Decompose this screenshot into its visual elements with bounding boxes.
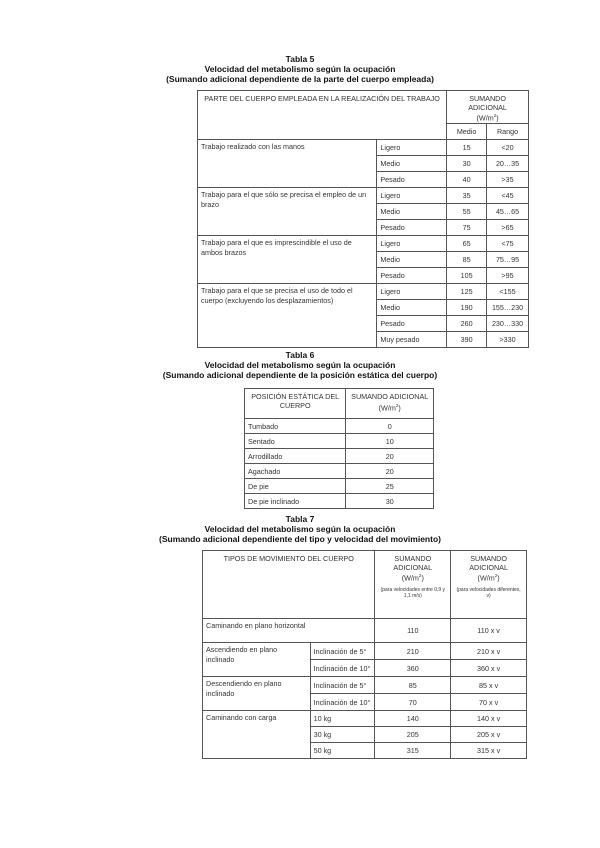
row-sub: Inclinación de 10° [310,694,375,711]
row-medio: 85 [447,251,487,267]
row-level: Pesado [377,171,447,187]
row-rango: <20 [487,139,529,155]
row-value-1: 210 [375,643,451,660]
row-position: De pie [245,479,346,494]
row-level: Medio [377,203,447,219]
table7-subtitle: (Sumando adicional dependiente del tipo y velocidad del movimiento) [159,534,441,544]
row-value: 25 [346,479,434,494]
group-label: Trabajo realizado con las manos [198,139,377,187]
row-value-2: 360 x v [451,660,527,677]
row-level: Pesado [377,267,447,283]
table7-title: Velocidad del metabolismo según la ocupación [204,524,396,534]
row-value-2: 110 x v [451,619,527,643]
row-label: Ascendiendo en plano inclinado [203,643,311,677]
row-value-2: 205 x v [451,727,527,743]
row-label: Caminando en plano horizontal [203,619,375,643]
table7-header-sum1: SUMANDO ADICIONAL $(W/m^2)$ (para velocidades entre 0,9 y 1,1 m/s) [375,551,451,619]
row-medio: 190 [447,299,487,315]
table5-header-part: PARTE DEL CUERPO EMPLEADA EN LA REALIZACIÓN DEL TRABAJO [198,91,447,140]
row-level: Pesado [377,315,447,331]
row-label: Descendiendo en plano inclinado [203,677,311,711]
row-medio: 125 [447,283,487,299]
table-row [245,434,434,449]
row-value-1: 70 [375,694,451,711]
table6-header-sum: SUMANDO ADICIONAL $(W/m^2)$ [346,389,434,419]
row-value-2: 140 x v [451,711,527,727]
row-value-1: 205 [375,727,451,743]
table6-caption [0,350,600,380]
row-rango: >330 [487,331,529,347]
table6 [244,388,434,509]
table7-caption [0,514,600,544]
row-rango: <45 [487,187,529,203]
row-value-1: 315 [375,743,451,759]
table6-subtitle: (Sumando adicional dependiente de la posición estática del cuerpo) [162,370,438,380]
table-row [198,235,529,251]
row-rango: >65 [487,219,529,235]
row-sub: Inclinación de 5° [310,643,375,660]
table-row [203,711,527,727]
table-row [198,187,529,203]
row-rango: <155 [487,283,529,299]
row-position: Sentado [245,434,346,449]
table-row [245,449,434,464]
row-rango: >95 [487,267,529,283]
table5-subtitle: (Sumando adicional dependiente de la parte del cuerpo empleada) [166,74,434,84]
row-sub: Inclinación de 10° [310,660,375,677]
row-rango: <75 [487,235,529,251]
table6-title: Velocidad del metabolismo según la ocupación [204,360,396,370]
row-medio: 105 [447,267,487,283]
row-medio: 390 [447,331,487,347]
row-value-1: 140 [375,711,451,727]
row-label: Caminando con carga [203,711,311,759]
table7-header-note1: (para velocidades entre 0,9 y 1,1 m/s) [380,586,446,599]
row-rango: 230…330 [487,315,529,331]
table5-col-medio: Medio [447,123,487,139]
table6-number: Tabla 6 [285,350,315,360]
row-medio: 30 [447,155,487,171]
table7-header-note2: (para velocidades diferentes, v) [456,586,521,599]
row-rango: 155…230 [487,299,529,315]
row-level: Medio [377,251,447,267]
row-position: Arrodillado [245,449,346,464]
row-value: 0 [346,419,434,434]
row-level: Medio [377,299,447,315]
table-row [245,479,434,494]
row-medio: 40 [447,171,487,187]
row-position: Agachado [245,464,346,479]
table-row [198,283,529,299]
table7 [202,550,527,759]
row-position: De pie inclinado [245,494,346,509]
row-medio: 55 [447,203,487,219]
table-row [203,677,527,694]
row-value-1: 360 [375,660,451,677]
row-sub: 50 kg [310,743,375,759]
row-level: Ligero [377,139,447,155]
row-level: Medio [377,155,447,171]
row-level: Muy pesado [377,331,447,347]
row-level: Ligero [377,235,447,251]
table-row [203,643,527,660]
table5-number: Tabla 5 [285,54,315,64]
row-medio: 260 [447,315,487,331]
row-value: 20 [346,464,434,479]
row-medio: 75 [447,219,487,235]
row-rango: >35 [487,171,529,187]
row-value: 10 [346,434,434,449]
table5-col-rango: Rango [487,123,529,139]
table-row [245,464,434,479]
table5-title: Velocidad del metabolismo según la ocupación [204,64,396,74]
row-rango: 45…65 [487,203,529,219]
table-row [198,139,529,155]
group-label: Trabajo para el que se precisa el uso de todo el cuerpo (excluyendo los desplazamientos) [198,283,377,347]
row-position: Tumbado [245,419,346,434]
row-value: 20 [346,449,434,464]
table7-header-sum2: SUMANDO ADICIONAL $(W/m^2)$ (para velocidades diferentes, v) [451,551,527,619]
table5 [197,90,529,348]
group-label: Trabajo para el que es imprescindible el uso de ambos brazos [198,235,377,283]
row-value-2: 70 x v [451,694,527,711]
row-value-2: 315 x v [451,743,527,759]
row-value-1: 85 [375,677,451,694]
row-value-1: 110 [375,619,451,643]
table7-header-tipo: TIPOS DE MOVIMIENTO DEL CUERPO [203,551,375,619]
table5-header-sum: SUMANDO ADICIONAL $(W/m^2)$ [447,91,529,124]
row-medio: 65 [447,235,487,251]
row-sub: Inclinación de 5° [310,677,375,694]
row-medio: 15 [447,139,487,155]
table-row [203,619,527,643]
table6-header-position: POSICIÓN ESTÁTICA DEL CUERPO [245,389,346,419]
row-medio: 35 [447,187,487,203]
row-value-2: 210 x v [451,643,527,660]
row-rango: 75…95 [487,251,529,267]
row-level: Ligero [377,283,447,299]
table-row [245,419,434,434]
row-rango: 20…35 [487,155,529,171]
table5-caption [0,54,600,84]
row-level: Ligero [377,187,447,203]
group-label: Trabajo para el que sólo se precisa el empleo de un brazo [198,187,377,235]
row-sub: 10 kg [310,711,375,727]
table7-number: Tabla 7 [285,514,315,524]
row-value: 30 [346,494,434,509]
table-row [245,494,434,509]
row-level: Pesado [377,219,447,235]
row-sub: 30 kg [310,727,375,743]
row-value-2: 85 x v [451,677,527,694]
